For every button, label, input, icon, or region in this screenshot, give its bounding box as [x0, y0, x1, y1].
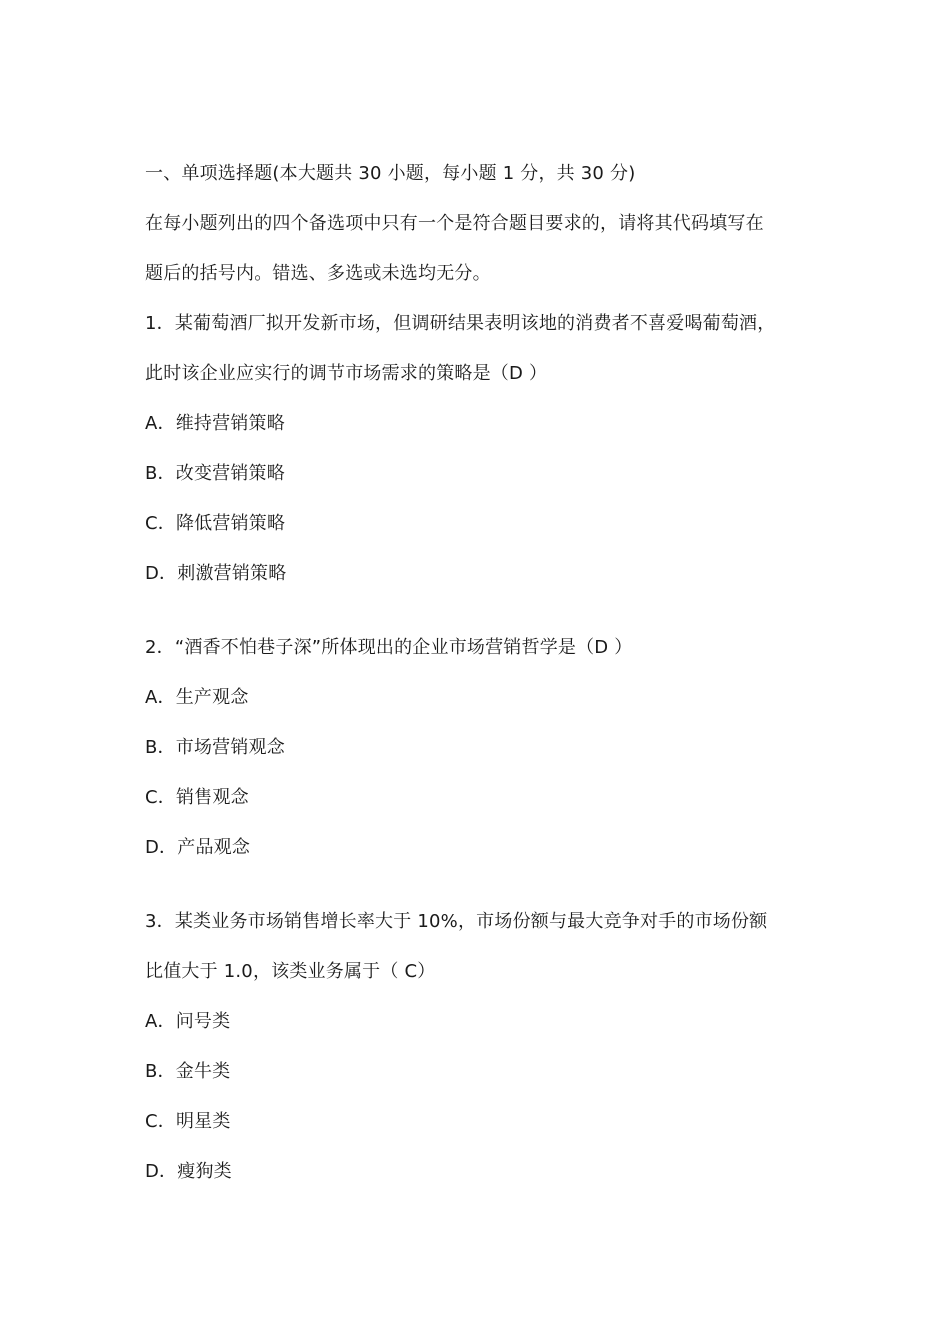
question-2-option-d: D．产品观念 [145, 837, 251, 858]
question-3-option-c: C．明星类 [145, 1111, 231, 1132]
question-2-stem-line-1: 2．“酒香不怕巷子深”所体现出的企业市场营销哲学是（D ） [145, 637, 633, 658]
question-3-option-d: D．瘦狗类 [145, 1161, 232, 1182]
instruction-line-2: 题后的括号内。错选、多选或未选均无分。 [145, 263, 491, 284]
question-1-option-a: A．维持营销策略 [145, 413, 285, 434]
question-1-stem-line-2: 此时该企业应实行的调节市场需求的策略是（D ） [145, 363, 548, 384]
question-1-stem-line-1: 1．某葡萄酒厂拟开发新市场，但调研结果表明该地的消费者不喜爱喝葡萄酒， [145, 313, 776, 334]
question-2-option-a: A．生产观念 [145, 687, 249, 708]
question-3-stem-line-2: 比值大于 1.0，该类业务属于（ C） [145, 961, 436, 982]
question-1-option-b: B．改变营销策略 [145, 463, 285, 484]
question-2-option-c: C．销售观念 [145, 787, 249, 808]
instruction-line-1: 在每小题列出的四个备选项中只有一个是符合题目要求的，请将其代码填写在 [145, 213, 764, 234]
question-3-option-a: A．问号类 [145, 1011, 231, 1032]
question-3-option-b: B．金牛类 [145, 1061, 231, 1082]
question-3-stem-line-1: 3．某类业务市场销售增长率大于 10%，市场份额与最大竞争对手的市场份额 [145, 911, 768, 932]
question-2-option-b: B．市场营销观念 [145, 737, 285, 758]
section-heading: 一、单项选择题(本大题共 30 小题，每小题 1 分，共 30 分) [145, 163, 636, 184]
question-1-option-c: C．降低营销策略 [145, 513, 286, 534]
question-1-option-d: D．刺激营销策略 [145, 563, 287, 584]
